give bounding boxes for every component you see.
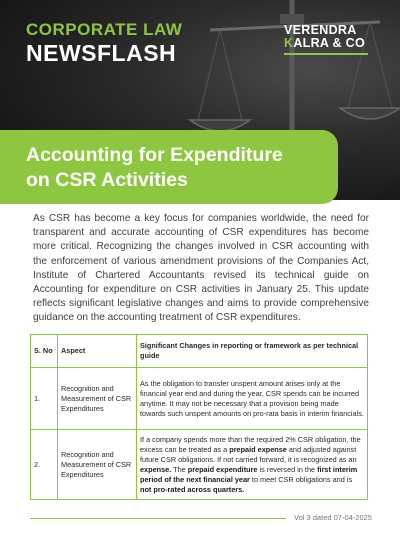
newsletter-title: NEWSFLASH (26, 40, 177, 66)
footer-volume: Vol 3 dated 07-04-2025 (294, 513, 372, 522)
change-bold: prepaid expenditure (187, 464, 258, 474)
change-bold: not pro-rated across quarters. (140, 484, 245, 494)
firm-logo (284, 24, 376, 55)
cell-change: As the obligation to transfer unspent amount arises only at the financial year end and during the year, CSR spends can be incurred anytime. It may not be necessary that a provision being made towards such unspent amounts on pro-rata basis in interim financials. (137, 368, 368, 430)
article-title (26, 143, 326, 193)
intro-paragraph: As CSR has become a key focus for companies worldwide, the need for transparent and accurate accounting of CSR expenditures has become more critical. Recognizing the changes involved in CSR accounting with the enforcement of various amendment provisions of the Companies Act, Institute of Chartered Accountants revised its technical guide on Accounting for expenditure on CSR activities in January 25. This update reflects significant legislative changes and aims to provide comprehensive guidance on the accounting treatment of CSR expenditures. (33, 213, 369, 324)
change-text: If a company spends more than the required 2% CSR obligation, the excess can be treated as a (140, 434, 361, 454)
table-header-row (31, 335, 368, 368)
change-text: and adjusted against future CSR obligations. If not carried forward, it is recognized as an (140, 444, 357, 464)
change-text: The (171, 464, 188, 474)
change-bold: expense. (140, 464, 172, 474)
table-row (31, 430, 368, 500)
change-text: to meet CSR obligations and is (249, 474, 353, 484)
change-text: is reversed in the (257, 464, 318, 474)
article-title-line-2: on CSR Activities (26, 169, 188, 191)
cell-aspect: Recognition and Measurement of CSR Expenditures (58, 368, 137, 430)
change-bold: first interim period of the next financial year (140, 464, 358, 484)
header-sno: S. No (31, 335, 58, 368)
logo-line-2 (284, 37, 376, 50)
cell-change (137, 430, 368, 500)
article-title-line-1: Accounting for Expenditure (26, 144, 283, 166)
table-row (31, 368, 368, 430)
cell-aspect: Recognition and Measurement of CSR Expenditures (58, 430, 137, 500)
logo-line-1: VERENDRA (284, 23, 357, 37)
article-title-band (0, 130, 338, 204)
csr-changes-table (30, 334, 368, 500)
logo-k: K (284, 36, 294, 50)
footer-divider (30, 518, 286, 519)
logo-line-2-rest: ALRA & CO (293, 36, 366, 50)
logo-rule (284, 53, 368, 55)
cell-sno: 2. (31, 430, 58, 500)
change-bold: prepaid expense (229, 444, 287, 454)
cell-sno: 1. (31, 368, 58, 430)
header-changes: Significant Changes in reporting or framework as per technical guide (137, 335, 368, 368)
header-aspect: Aspect (58, 335, 137, 368)
kicker-text: CORPORATE LAW (26, 20, 183, 39)
